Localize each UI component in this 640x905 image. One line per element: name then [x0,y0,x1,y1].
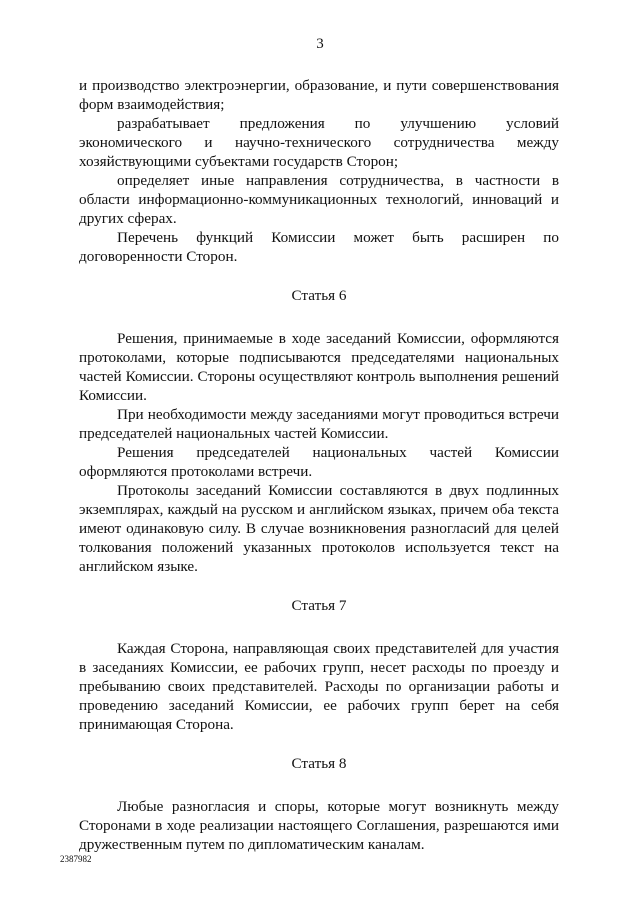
document-body [79,76,559,854]
continued-paragraph-3: определяет иные направления сотрудничества, в частности в области информационно-коммуникационных технологий, инноваций и других сферах. [79,172,559,227]
article-7-paragraph-1: Каждая Сторона, направляющая своих представителей для участия в заседаниях Комиссии, ее рабочих групп, несет расходы по проезду и пребыванию своих представителей. Расходы по организации работы и проведению заседаний Комиссии, ее рабочих групп берет на себя принимающая Сторона. [79,640,559,733]
article-8-paragraph-1: Любые разногласия и споры, которые могут возникнуть между Сторонами в ходе реализации настоящего Соглашения, разрешаются ими дружественным путем по дипломатическим каналам. [79,798,559,853]
article-6-paragraph-2: При необходимости между заседаниями могут проводиться встречи председателей национальных частей Комиссии. [79,406,559,442]
page-number: 3 [316,36,324,52]
article-6-paragraph-3: Решения председателей национальных частей Комиссии оформляются протоколами встречи. [79,444,559,480]
continued-paragraph-4: Перечень функций Комиссии может быть расширен по договоренности Сторон. [79,229,559,265]
article-6-paragraph-1: Решения, принимаемые в ходе заседаний Комиссии, оформляются протоколами, которые подписываются председателями национальных частей Комиссии. Стороны осуществляют контроль выполнения решений Комиссии. [79,330,559,404]
article-6-paragraph-4: Протоколы заседаний Комиссии составляются в двух подлинных экземплярах, каждый на русском и английском языках, причем оба текста имеют одинаковую силу. В случае возникновения разногласий для целей толкования положений указанных протоколов используется текст на английском языке. [79,482,559,575]
document-code: 2387982 [60,854,92,864]
article-8-heading: Статья 8 [291,755,347,772]
article-7-heading: Статья 7 [291,597,347,614]
continued-paragraph-1: и производство электроэнергии, образование, и пути совершенствования форм взаимодействия; [79,77,559,113]
continued-paragraph-2: разрабатывает предложения по улучшению условий экономического и научно-технического сотрудничества между хозяйствующими субъектами государств Сторон; [79,115,559,170]
article-6-heading: Статья 6 [291,287,347,304]
